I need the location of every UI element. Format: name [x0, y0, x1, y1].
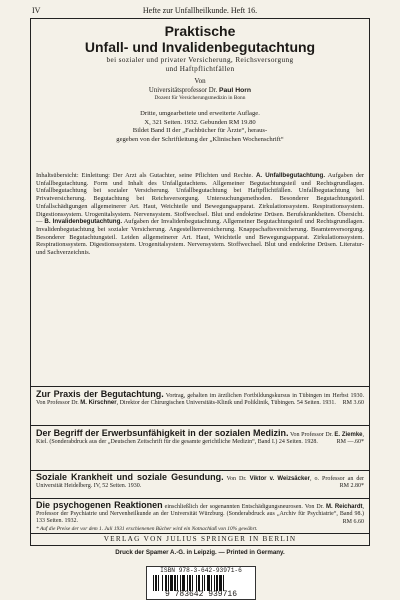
entry-text: Von Professor Dr.	[289, 432, 333, 438]
barcode-bar	[158, 575, 159, 591]
barcode-bar	[180, 575, 181, 591]
barcode-bar	[207, 575, 210, 591]
contents-part-a-text: Aufgaben der Unfallbegutachtung. Form und Inhalt des Unfallgutachtens. Allgemeiner Begutachtungsteil und Rechtsgrundlagen. Unfallbegutachtung bei sozialer Versicherung. Unfallbegutachtung bei Haftpflichtfällen. Unfallbegutachtung bei Privatversicherung. Begutachtung bei Reichsversorgung. Untersuchungsmethoden. Besonderer Begutachtungsteil. Unfallschädigungen allgemeinerer Art. Haut, Weichteile und Bewegungsapparat. Zirkulationssystem. Respirationssystem. Digestionssystem. Urogenitalsystem. Nervensystem. Stoffwechsel. Blut und endokrine Drüsen. Berufskrankheiten. Übersicht. —	[36, 172, 364, 226]
book-subtitle	[36, 56, 364, 74]
barcode-bar	[198, 575, 200, 591]
entry-text: Von Dr.	[226, 476, 247, 482]
entry-text-after: , Professor der Psychiatrie und Nervenheilkunde an der Universität Würzburg. (Sonderabdruck aus „Archiv für Psychiatrie“, Band 98.) 133 Seiten. 1932.	[36, 504, 365, 525]
divider	[31, 386, 369, 387]
barcode-bar	[189, 575, 191, 591]
book-title	[36, 23, 364, 55]
table-of-contents	[36, 172, 364, 257]
barcode-bar	[204, 575, 205, 591]
page-number: IV	[32, 6, 41, 15]
list-item	[36, 472, 364, 491]
list-item	[36, 500, 364, 526]
barcode-bar	[202, 575, 203, 591]
divider	[31, 533, 369, 534]
page-header	[30, 4, 370, 18]
series-note-line2: gegeben von der Schriftleitung der „Klinischen Wochenschrift“	[116, 135, 284, 143]
contents-part-a-label: A. Unfallbegutachtung.	[255, 172, 326, 179]
series-line: Hefte zur Unfallheilkunde. Heft 16.	[142, 6, 258, 15]
book-title-line1: Praktische	[164, 23, 236, 39]
book-subtitle-line1: bei sozialer und privater Versicherung, Reichsversorgung	[106, 56, 294, 64]
entry-price: RM 2.80*	[339, 483, 364, 490]
book-title-line2: Unfall- und Invalidenbegutachtung	[84, 39, 316, 55]
entry-title: Zur Praxis der Begutachtung.	[36, 389, 164, 399]
list-item	[36, 389, 364, 408]
author-prefix: Universitätsprofessor Dr.	[148, 87, 218, 94]
barcode-bar	[219, 575, 222, 591]
barcode	[146, 566, 256, 600]
entry-price: RM 6.60	[342, 518, 364, 525]
barcode-bar	[153, 575, 154, 591]
edition-block	[36, 110, 364, 144]
von-label: Von	[194, 77, 206, 85]
entry-price: RM —.60*	[336, 439, 364, 446]
divider	[31, 425, 369, 426]
entry-author: M. Kirschner	[80, 400, 117, 407]
entry-author: Viktor v. Weizsäcker	[249, 476, 310, 482]
entry-text-after: , Kiel. (Sonderabdruck aus der „Deutschen Zeitschrift für die gesamte gerichtliche Medizin“, Band I.) 24 Seiten. 1928.	[36, 432, 365, 446]
author-name: Paul Horn	[218, 87, 252, 94]
book-subtitle-line2: und Haftpflichtfällen	[165, 65, 235, 73]
barcode-digits: 9 783642 939716	[164, 590, 237, 599]
barcode-bar	[170, 575, 173, 591]
publisher-line: VERLAG VON JULIUS SPRINGER IN BERLIN	[103, 535, 297, 543]
barcode-bar	[174, 575, 176, 591]
contents-part-b-label: B. Invalidenbegutachtung.	[44, 218, 123, 226]
list-item	[36, 428, 364, 447]
entry-text-after: , Direktor der Chirurgischen Universitäts-Klinik und Poliklinik, Tübingen. 54 Seiten. 1931.	[116, 400, 336, 407]
barcode-bar	[182, 575, 185, 591]
barcode-bar	[177, 575, 178, 591]
entry-author: M. Reichardt	[325, 504, 363, 510]
barcode-bar	[168, 575, 169, 591]
barcode-bar	[192, 575, 193, 591]
contents-intro: Inhaltsübersicht: Einleitung: Der Arzt als Gutachter, seine Pflichten und Rechte.	[36, 172, 253, 179]
isbn-text: ISBN 978-3-642-93971-6	[160, 567, 242, 574]
barcode-bar	[196, 575, 197, 591]
barcode-bar	[165, 575, 167, 591]
entry-title: Soziale Krankheit und soziale Gesundung.	[36, 472, 224, 482]
advertisement-frame	[30, 18, 370, 546]
barcode-bar	[223, 575, 224, 591]
barcode-bar	[162, 575, 163, 591]
printer-line: Druck der Spamer A.-G. in Leipzig. — Printed in Germany.	[115, 549, 285, 556]
edition: Dritte, umgearbeitete und erweiterte Auflage.	[140, 110, 260, 117]
barcode-bar	[155, 575, 157, 591]
barcode-bar	[211, 575, 212, 591]
book-details: X, 321 Seiten. 1932. Gebunden RM 19.80	[144, 118, 256, 126]
barcode-bar	[187, 575, 188, 591]
author-block	[36, 77, 364, 102]
entry-author: E. Ziemke	[334, 432, 363, 438]
author-line	[36, 86, 364, 95]
contents-part-b-text: Aufgaben der Invalidenbegutachtung. Allgemeiner Begutachtungsteil und Rechtsgrundlagen. Invalidenbegutachtung bei sozialer Versicherung. Angestelltenversicherung. Knappschaftsversicherung. Beamtenversorgung. Besonderer Begutachtungsteil. Leiden allgemeinerer Art. Haut, Weichteile und Bewegungsapparat. Zirkulationssystem. Respirationssystem. Digestionssystem. Urogenitalsystem. Nervensystem. Stoffwechsel. Blut und endokrine Drüsen. Literatur- und Sachverzeichnis.	[36, 218, 364, 257]
barcode-bars	[153, 575, 249, 591]
footnote: * Auf die Preise der vor dem 1. Juli 1931 erschienenen Bücher wird ein Notnachlaß von 10% gewährt.	[36, 526, 258, 532]
divider	[31, 498, 369, 499]
entry-title: Die psychogenen Reaktionen	[36, 500, 163, 510]
entry-text: Vortrag, gehalten im ärztlichen Fortbildungskursus in Tübingen im Herbst 1930. Von Professor Dr.	[36, 393, 364, 407]
barcode-bar	[216, 575, 218, 591]
entry-text-after: , o. Professor an der Universität Heidelberg. IV, 52 Seiten. 1930.	[36, 476, 364, 490]
series-note-line1: Bildet Band II der „Fachbücher für Ärzte“, heraus-	[132, 127, 268, 134]
author-role: Dozent für Versicherungsmedizin in Bonn	[154, 95, 246, 101]
entry-title: Der Begriff der Erwerbsunfähigkeit in der sozialen Medizin.	[36, 428, 289, 438]
barcode-bar	[214, 575, 215, 591]
entry-price: RM 3.60	[342, 400, 364, 407]
divider	[31, 470, 369, 471]
entry-text: einschließlich der sogenannten Entschädigungsneurosen. Von Dr.	[164, 504, 324, 510]
